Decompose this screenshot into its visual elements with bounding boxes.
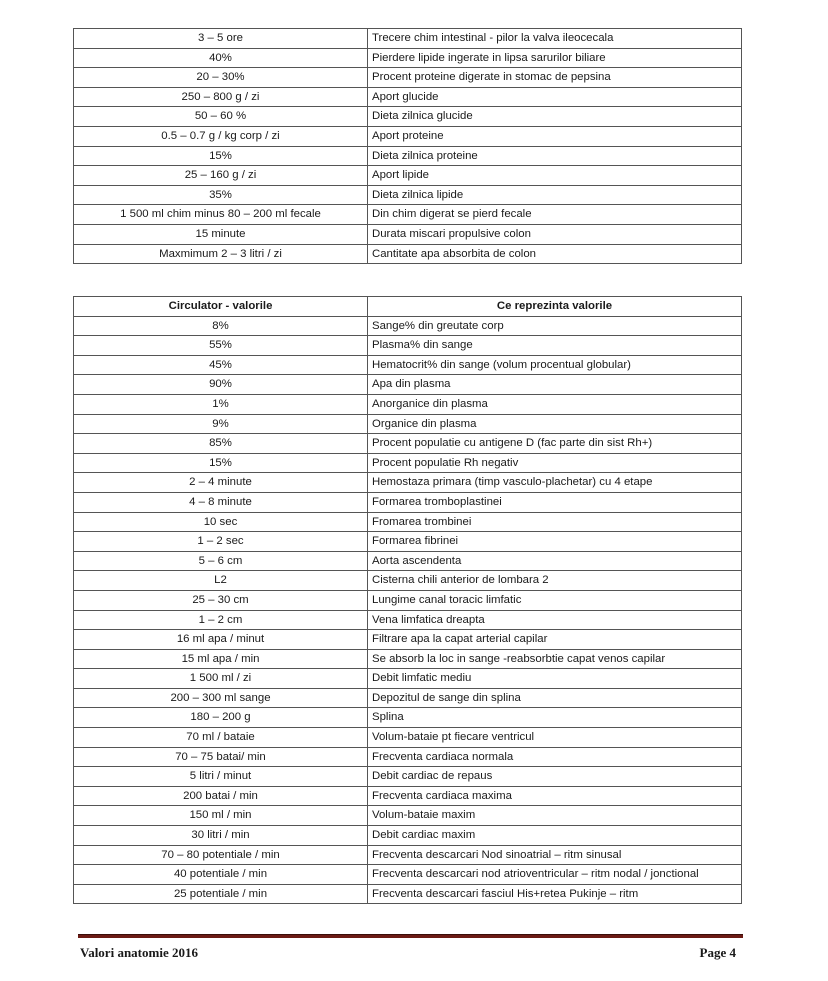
value-cell: 15% <box>74 453 368 473</box>
table-row <box>74 786 742 806</box>
meaning-cell: Debit cardiac de repaus <box>368 767 742 787</box>
meaning-cell: Sange% din greutate corp <box>368 316 742 336</box>
table-row <box>74 126 742 146</box>
table-row <box>74 87 742 107</box>
table-row <box>74 590 742 610</box>
table-row <box>74 394 742 414</box>
table-row <box>74 146 742 166</box>
meaning-cell: Vena limfatica dreapta <box>368 610 742 630</box>
meaning-cell: Se absorb la loc in sange -reabsorbtie capat venos capilar <box>368 649 742 669</box>
value-cell: 1% <box>74 394 368 414</box>
meaning-cell: Frecventa descarcari Nod sinoatrial – ritm sinusal <box>368 845 742 865</box>
meaning-cell: Anorganice din plasma <box>368 394 742 414</box>
value-cell: 1 500 ml / zi <box>74 669 368 689</box>
meaning-cell: Aport lipide <box>368 166 742 186</box>
meaning-cell: Dieta zilnica proteine <box>368 146 742 166</box>
value-cell: 180 – 200 g <box>74 708 368 728</box>
value-cell: L2 <box>74 571 368 591</box>
table-row <box>74 492 742 512</box>
table-row <box>74 29 742 49</box>
meaning-cell: Lungime canal toracic limfatic <box>368 590 742 610</box>
table-row <box>74 806 742 826</box>
table-row <box>74 747 742 767</box>
value-cell: 2 – 4 minute <box>74 473 368 493</box>
meaning-cell: Apa din plasma <box>368 375 742 395</box>
table-row <box>74 826 742 846</box>
table-row <box>74 107 742 127</box>
table-row <box>74 610 742 630</box>
table-row <box>74 224 742 244</box>
meaning-cell: Hemostaza primara (timp vasculo-plachetar) cu 4 etape <box>368 473 742 493</box>
meaning-cell: Debit cardiac maxim <box>368 826 742 846</box>
table-row <box>74 512 742 532</box>
meaning-cell: Volum-bataie maxim <box>368 806 742 826</box>
table-row <box>74 68 742 88</box>
meaning-cell: Frecventa cardiaca normala <box>368 747 742 767</box>
table-row <box>74 355 742 375</box>
meaning-cell: Depozitul de sange din splina <box>368 688 742 708</box>
value-cell: 90% <box>74 375 368 395</box>
table-row <box>74 414 742 434</box>
value-cell: 15 ml apa / min <box>74 649 368 669</box>
footer-document-title: Valori anatomie 2016 <box>80 945 198 960</box>
meaning-cell: Filtrare apa la capat arterial capilar <box>368 630 742 650</box>
value-cell: 30 litri / min <box>74 826 368 846</box>
meaning-cell: Frecventa descarcari fasciul His+retea Pukinje – ritm <box>368 884 742 904</box>
meaning-cell: Plasma% din sange <box>368 336 742 356</box>
meaning-cell: Volum-bataie pt fiecare ventricul <box>368 728 742 748</box>
meaning-cell: Formarea tromboplastinei <box>368 492 742 512</box>
table-row <box>74 884 742 904</box>
table-row <box>74 669 742 689</box>
table-row <box>74 244 742 264</box>
meaning-cell: Procent populatie cu antigene D (fac parte din sist Rh+) <box>368 434 742 454</box>
meaning-cell: Cisterna chili anterior de lombara 2 <box>368 571 742 591</box>
table-row <box>74 48 742 68</box>
table-row <box>74 728 742 748</box>
table-row <box>74 336 742 356</box>
value-cell: 25 – 30 cm <box>74 590 368 610</box>
value-cell: 70 – 75 batai/ min <box>74 747 368 767</box>
column-header-meaning: Ce reprezinta valorile <box>368 297 742 317</box>
value-cell: Maxmimum 2 – 3 litri / zi <box>74 244 368 264</box>
value-cell: 25 potentiale / min <box>74 884 368 904</box>
meaning-cell: Aport glucide <box>368 87 742 107</box>
value-cell: 20 – 30% <box>74 68 368 88</box>
meaning-cell: Durata miscari propulsive colon <box>368 224 742 244</box>
value-cell: 200 – 300 ml sange <box>74 688 368 708</box>
value-cell: 9% <box>74 414 368 434</box>
table-row <box>74 767 742 787</box>
meaning-cell: Organice din plasma <box>368 414 742 434</box>
value-cell: 25 – 160 g / zi <box>74 166 368 186</box>
table-row <box>74 185 742 205</box>
meaning-cell: Hematocrit% din sange (volum procentual globular) <box>368 355 742 375</box>
meaning-cell: Splina <box>368 708 742 728</box>
circulatory-values-table <box>73 296 742 904</box>
table-row <box>74 865 742 885</box>
value-cell: 0.5 – 0.7 g / kg corp / zi <box>74 126 368 146</box>
meaning-cell: Din chim digerat se pierd fecale <box>368 205 742 225</box>
value-cell: 1 500 ml chim minus 80 – 200 ml fecale <box>74 205 368 225</box>
value-cell: 40 potentiale / min <box>74 865 368 885</box>
meaning-cell: Formarea fibrinei <box>368 532 742 552</box>
value-cell: 15 minute <box>74 224 368 244</box>
meaning-cell: Procent populatie Rh negativ <box>368 453 742 473</box>
value-cell: 45% <box>74 355 368 375</box>
value-cell: 1 – 2 cm <box>74 610 368 630</box>
value-cell: 8% <box>74 316 368 336</box>
meaning-cell: Frecventa cardiaca maxima <box>368 786 742 806</box>
table-row <box>74 845 742 865</box>
value-cell: 35% <box>74 185 368 205</box>
column-header-values: Circulator - valorile <box>74 297 368 317</box>
table-row <box>74 434 742 454</box>
table-row <box>74 473 742 493</box>
value-cell: 3 – 5 ore <box>74 29 368 49</box>
value-cell: 15% <box>74 146 368 166</box>
value-cell: 16 ml apa / minut <box>74 630 368 650</box>
table-row <box>74 453 742 473</box>
table-row <box>74 375 742 395</box>
value-cell: 10 sec <box>74 512 368 532</box>
value-cell: 5 – 6 cm <box>74 551 368 571</box>
value-cell: 40% <box>74 48 368 68</box>
digestive-values-table <box>73 28 742 264</box>
value-cell: 70 ml / bataie <box>74 728 368 748</box>
meaning-cell: Debit limfatic mediu <box>368 669 742 689</box>
value-cell: 150 ml / min <box>74 806 368 826</box>
table-row <box>74 708 742 728</box>
meaning-cell: Aorta ascendenta <box>368 551 742 571</box>
meaning-cell: Pierdere lipide ingerate in lipsa sarurilor biliare <box>368 48 742 68</box>
meaning-cell: Cantitate apa absorbita de colon <box>368 244 742 264</box>
value-cell: 55% <box>74 336 368 356</box>
table-row <box>74 630 742 650</box>
table-header-row <box>74 297 742 317</box>
value-cell: 1 – 2 sec <box>74 532 368 552</box>
table-row <box>74 571 742 591</box>
table-row <box>74 205 742 225</box>
meaning-cell: Frecventa descarcari nod atrioventricular – ritm nodal / jonctional <box>368 865 742 885</box>
value-cell: 70 – 80 potentiale / min <box>74 845 368 865</box>
table-row <box>74 649 742 669</box>
value-cell: 250 – 800 g / zi <box>74 87 368 107</box>
footer-page-number: Page 4 <box>699 945 736 960</box>
table-row <box>74 551 742 571</box>
meaning-cell: Aport proteine <box>368 126 742 146</box>
value-cell: 50 – 60 % <box>74 107 368 127</box>
footer-divider <box>78 934 743 938</box>
meaning-cell: Procent proteine digerate in stomac de pepsina <box>368 68 742 88</box>
meaning-cell: Trecere chim intestinal - pilor la valva ileocecala <box>368 29 742 49</box>
meaning-cell: Dieta zilnica glucide <box>368 107 742 127</box>
value-cell: 5 litri / minut <box>74 767 368 787</box>
table-row <box>74 316 742 336</box>
table-row <box>74 688 742 708</box>
meaning-cell: Dieta zilnica lipide <box>368 185 742 205</box>
table-row <box>74 166 742 186</box>
value-cell: 200 batai / min <box>74 786 368 806</box>
value-cell: 4 – 8 minute <box>74 492 368 512</box>
meaning-cell: Fromarea trombinei <box>368 512 742 532</box>
value-cell: 85% <box>74 434 368 454</box>
table-row <box>74 532 742 552</box>
